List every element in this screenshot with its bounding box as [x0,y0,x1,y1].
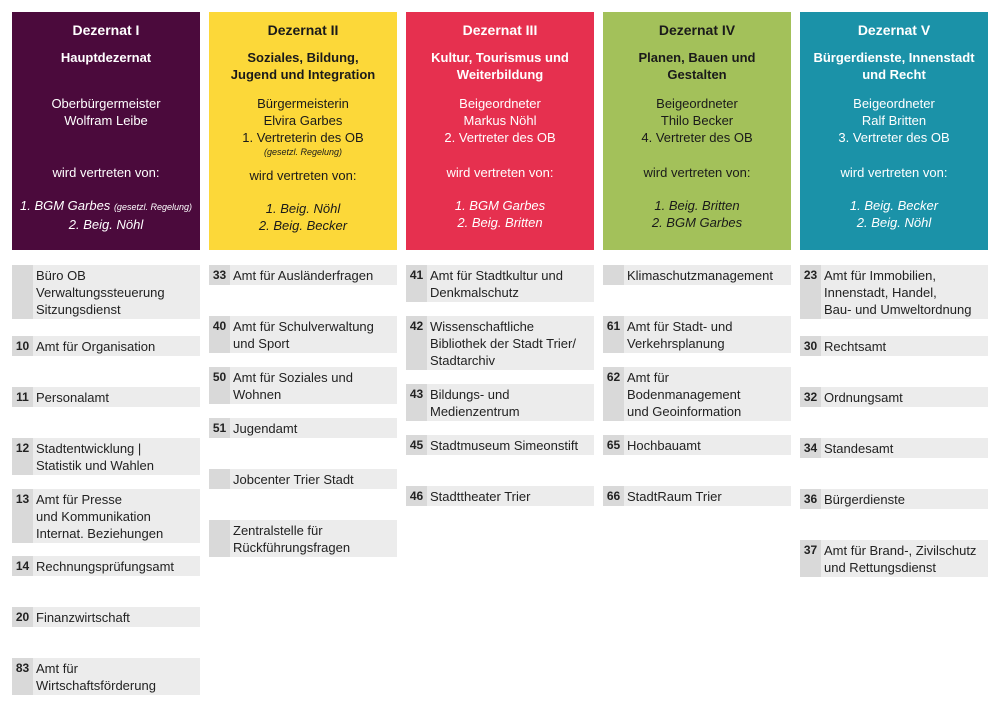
deputy-1: 1. BGM Garbes (gesetzl. Regelung) [20,198,192,213]
deputy-1-note: (gesetzl. Regelung) [113,202,192,212]
person-line: Elvira Garbes [263,113,343,128]
office-item [800,387,988,407]
deputy-1: 1. Beig. Becker [849,198,939,213]
office-item [209,520,397,557]
office-number: 45 [406,435,427,455]
office-name: Büro OB Verwaltungssteuerung Sitzungsdienst [36,268,165,317]
office-item [406,265,594,302]
office-item [406,486,594,506]
office-name: Stadtentwicklung | Statistik und Wahlen [36,441,155,473]
office-item [603,486,791,506]
office-number: 62 [603,367,624,421]
dezernat-subtitle: Bürgerdienste, Innenstadt und Recht [813,50,975,82]
office-item [209,469,397,489]
office-item [209,367,397,404]
office-number: 51 [209,418,230,438]
office-number: 23 [800,265,821,319]
person-line: 2. Vertreter des OB [444,130,556,145]
office-item [406,384,594,421]
legal-note: (gesetzl. Regelung) [263,147,343,157]
office-number: 65 [603,435,624,455]
dezernat-header [800,12,988,250]
office-name: Stadtmuseum Simeonstift [430,438,579,453]
office-name: Ordnungsamt [824,390,903,405]
office-item [800,265,988,319]
office-name: Amt für Presse und Kommunikation Internat. Beziehungen [36,492,164,541]
office-number: 13 [12,489,33,543]
deputy-1: 1. Beig. Nöhl [265,201,341,216]
office-name: Amt für Ausländerfragen [233,268,374,283]
office-item [12,489,200,543]
person-line: Beigeordneter [656,96,738,111]
deputy-2: 2. Beig. Britten [457,215,543,230]
represented-by-label: wird vertreten von: [840,165,948,180]
head-of-department [800,95,988,146]
office-number: 37 [800,540,821,577]
office-item [209,265,397,285]
office-name: Standesamt [824,441,894,456]
office-name: Amt für Brand-, Zivilschutz und Rettungsdienst [824,543,977,575]
office-number: 50 [209,367,230,404]
office-number: 43 [406,384,427,421]
dezernat-column [603,12,791,504]
dezernat-subtitle: Planen, Bauen und Gestalten [638,50,756,82]
dezernat-column [209,12,397,555]
office-number: 36 [800,489,821,509]
office-item [12,607,200,627]
office-name: Finanzwirtschaft [36,610,130,625]
represented-by-label: wird vertreten von: [52,165,160,180]
deputy-1: 1. Beig. Britten [654,198,740,213]
office-item [603,367,791,421]
office-item [603,435,791,455]
dezernat-title: Dezernat III [462,22,538,38]
office-item [12,265,200,319]
office-number: 33 [209,265,230,285]
office-number: 42 [406,316,427,370]
office-number: 66 [603,486,624,506]
office-item [209,316,397,353]
person-line: Thilo Becker [660,113,734,128]
office-item [12,556,200,576]
office-name: Amt für Soziales und Wohnen [233,370,353,402]
dezernat-title: Dezernat II [267,22,339,38]
dezernat-subtitle: Soziales, Bildung, Jugend und Integration [230,50,376,82]
person-line: Oberbürgermeister [51,96,161,111]
dezernat-header [209,12,397,250]
office-number [209,469,230,489]
deputy-2: 2. BGM Garbes [651,215,743,230]
deputy-2: 2. Beig. Nöhl [68,217,144,232]
represented-by-label: wird vertreten von: [643,165,751,180]
office-name: Hochbauamt [627,438,701,453]
represented-by-label: wird vertreten von: [446,165,554,180]
office-name: Rechtsamt [824,339,887,354]
deputies [800,197,988,231]
dezernat-subtitle: Hauptdezernat [60,50,152,65]
head-of-department [406,95,594,146]
person-line: 4. Vertreter des OB [641,130,753,145]
office-name: Amt für Immobilien, Innenstadt, Handel, Bau- und Umweltordnung [824,268,972,317]
office-name: Jobcenter Trier Stadt [233,472,354,487]
office-number: 10 [12,336,33,356]
office-name: Amt für Organisation [36,339,156,354]
person-line: Wolfram Leibe [64,113,148,128]
person-line: 3. Vertreter des OB [838,130,950,145]
deputy-1: 1. BGM Garbes [454,198,546,213]
office-name: Amt für Wirtschaftsförderung [36,661,156,693]
dezernat-subtitle: Kultur, Tourismus und Weiterbildung [431,50,569,82]
office-name: StadtRaum Trier [627,489,722,504]
person-line: Markus Nöhl [463,113,537,128]
office-item [12,438,200,475]
head-of-department [12,95,200,129]
office-number: 32 [800,387,821,407]
office-number: 83 [12,658,33,695]
deputies [603,197,791,231]
person-line: Beigeordneter [459,96,541,111]
office-number: 20 [12,607,33,627]
dezernat-column [406,12,594,504]
office-item [800,489,988,509]
office-name: Bildungs- und Medienzentrum [430,387,520,419]
office-name: Zentralstelle für Rückführungsfragen [233,523,351,555]
dezernat-column [12,12,200,693]
office-name: Amt für Schulverwaltung und Sport [233,319,374,351]
office-number: 41 [406,265,427,302]
dezernat-title: Dezernat V [857,22,931,38]
office-item [12,336,200,356]
office-item [406,435,594,455]
person-line: Beigeordneter [853,96,935,111]
head-of-department [603,95,791,146]
dezernat-title: Dezernat IV [658,22,736,38]
office-number [12,265,33,319]
office-number [603,265,624,285]
office-name: Amt für Stadt- und Verkehrsplanung [627,319,733,351]
office-item [800,540,988,577]
office-number: 30 [800,336,821,356]
office-number: 61 [603,316,624,353]
office-item [603,265,791,285]
office-item [603,316,791,353]
office-name: Stadttheater Trier [430,489,531,504]
office-name: Jugendamt [233,421,298,436]
office-item [800,336,988,356]
office-item [12,387,200,407]
office-number [209,520,230,557]
office-name: Amt für Stadtkultur und Denkmalschutz [430,268,563,300]
dezernat-column [800,12,988,575]
office-number: 11 [12,387,33,407]
office-name: Bürgerdienste [824,492,905,507]
dezernat-title: Dezernat I [72,22,140,38]
office-name: Wissenschaftliche Bibliothek der Stadt Trier/ Stadtarchiv [430,319,576,368]
person-line: Ralf Britten [861,113,927,128]
office-name: Personalamt [36,390,109,405]
office-name: Klimaschutzmanagement [627,268,773,283]
represented-by-label: wird vertreten von: [249,168,357,183]
dezernat-header [12,12,200,250]
office-number: 34 [800,438,821,458]
office-item [209,418,397,438]
person-line: 1. Vertreterin des OB [242,130,364,145]
deputies [12,197,200,233]
head-of-department [209,95,397,159]
office-number: 46 [406,486,427,506]
dezernat-header [603,12,791,250]
office-name: Amt für Bodenmanagement und Geoinformation [627,370,742,419]
deputies [209,200,397,234]
office-item [800,438,988,458]
office-number: 12 [12,438,33,475]
office-number: 14 [12,556,33,576]
office-item [406,316,594,370]
office-name: Rechnungsprüfungsamt [36,559,175,574]
office-number: 40 [209,316,230,353]
deputy-2: 2. Beig. Becker [258,218,348,233]
office-item [12,658,200,695]
deputy-2: 2. Beig. Nöhl [856,215,932,230]
dezernat-header [406,12,594,250]
deputies [406,197,594,231]
person-line: Bürgermeisterin [257,96,349,111]
